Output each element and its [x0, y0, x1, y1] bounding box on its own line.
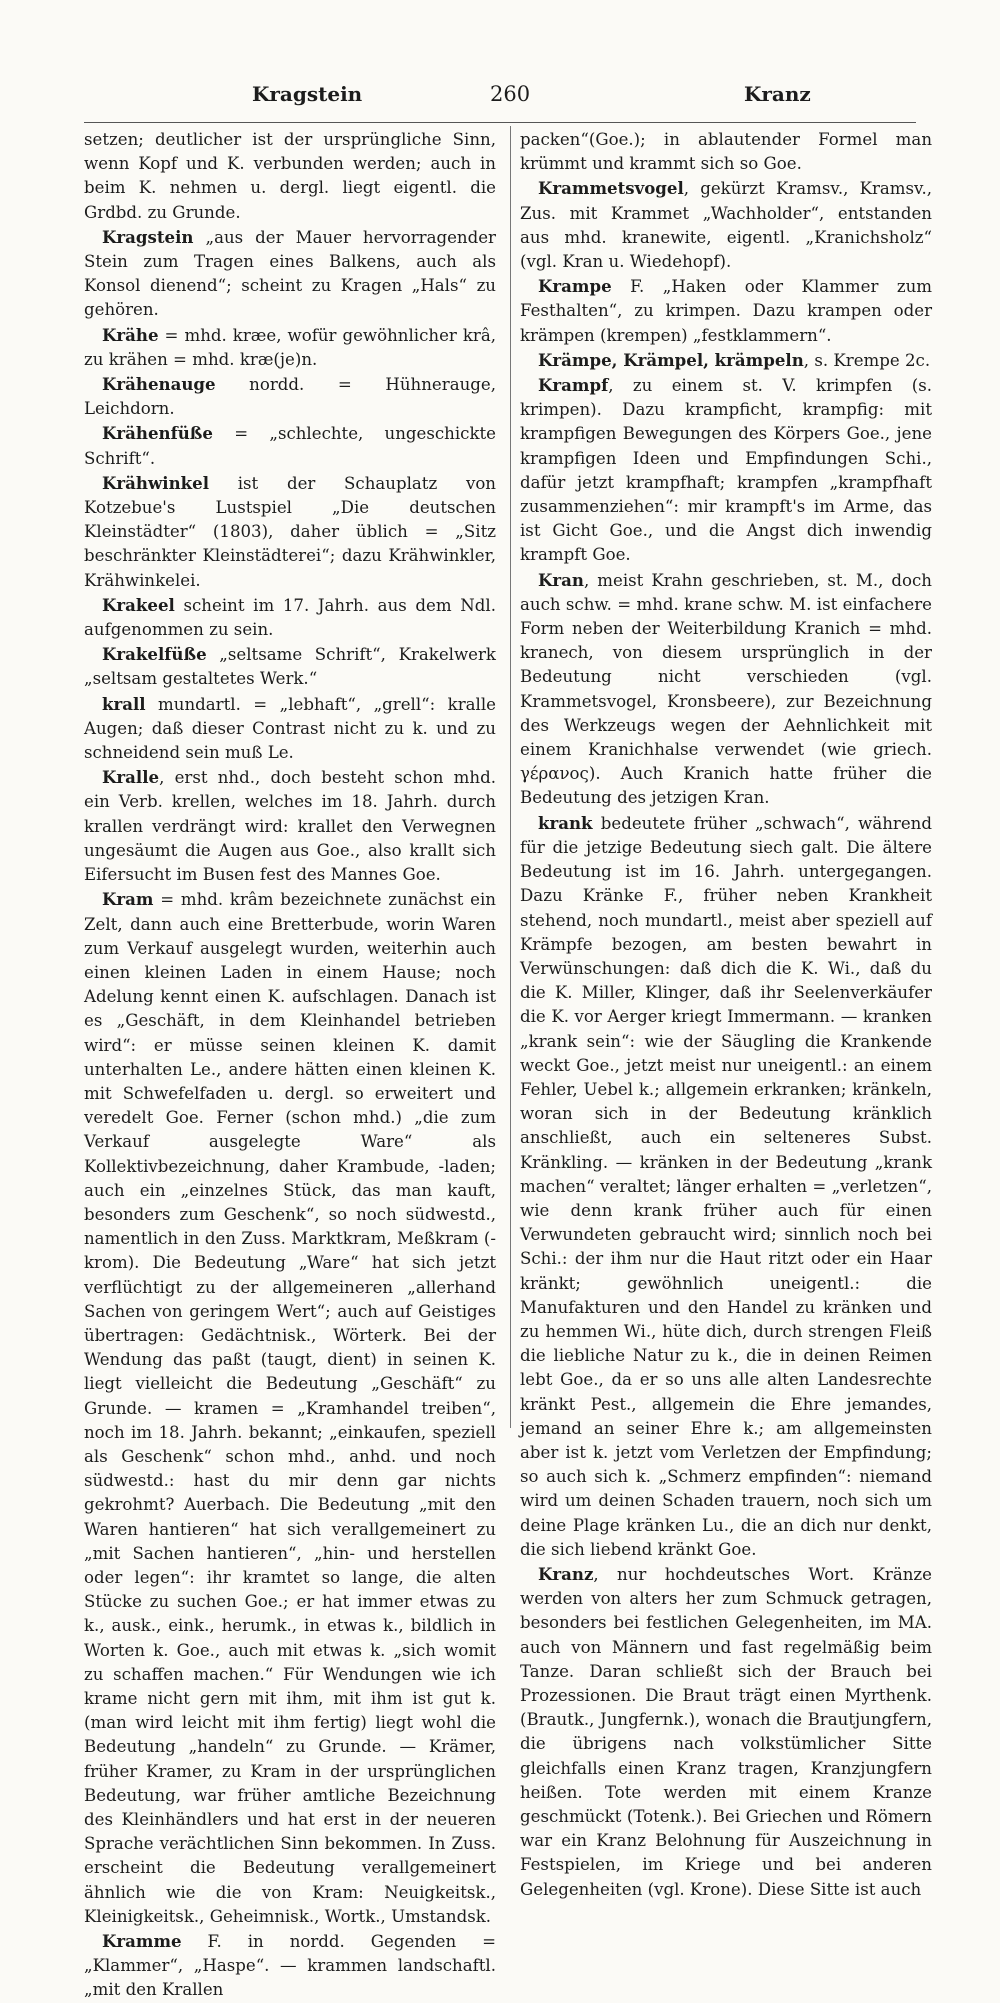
dictionary-entry [84, 765, 496, 887]
dictionary-entry [84, 128, 496, 225]
entry-headword: Krähe [102, 324, 159, 345]
dictionary-entry [84, 1929, 496, 2003]
entry-headword: Kran [538, 569, 584, 590]
header-rule [84, 122, 916, 123]
dictionary-entry [84, 372, 496, 421]
dictionary-entry [84, 593, 496, 642]
dictionary-entry [520, 348, 932, 373]
dictionary-entry [84, 225, 496, 323]
right-column [520, 128, 932, 1902]
header-left-headword: Kragstein [252, 82, 363, 106]
page-number: 260 [490, 82, 531, 106]
dictionary-entry [520, 568, 932, 811]
entry-text: , s. Krempe 2c. [803, 350, 931, 370]
entry-headword: Krähenauge [102, 374, 216, 395]
entry-text: , zu einem st. V. krimpfen (s. krimpen). Dazu krampficht, krampfig: mit krampfigen Bewegungen des Körpers Goe., jene krampfigen Ideen und Empfindungen Schi., dafür jetzt krampfhaft; krampfen „krampfhaft zusammenziehen“: mir krampft's im Arme, das ist Gicht Goe., und die Angst dich inwendig krampft Goe. [520, 376, 932, 565]
entry-headword: Kragstein [102, 226, 194, 247]
running-header [84, 82, 916, 116]
entry-headword: Kramme [102, 1931, 182, 1952]
entry-text: „aus der Mauer hervorragender Stein zum Tragen eines Balkens, auch als Konsol dienend“; scheint zu Kragen „Hals“ zu gehören. [84, 227, 496, 320]
entry-headword: krall [102, 693, 146, 714]
entry-headword: Kranz [538, 1563, 594, 1584]
header-right-headword: Kranz [744, 82, 811, 106]
dictionary-entry [84, 887, 496, 1929]
entry-headword: Krakelfüße [102, 644, 207, 665]
entry-headword: Kram [102, 889, 154, 910]
left-column [84, 128, 496, 2003]
dictionary-entry [84, 642, 496, 691]
entry-headword: Krähenfüße [102, 423, 213, 444]
entry-text: , erst nhd., doch besteht schon mhd. ein Verb. krellen, welches im 18. Jahrh. durch krallen verdrängt wird: krallet den Verwegnen ungesäumt die Augen aus Goe., also krallt sich Eifersucht im Busen fest des Mannes Goe. [84, 768, 496, 885]
entry-headword: Krämpe, Krämpel, krämpeln [538, 349, 804, 370]
entry-text: bedeutete früher „schwach“, während für die jetzige Bedeutung siech galt. Die ältere Bedeutung ist im 16. Jahrh. untergegangen. Dazu Kränke F., früher neben Krankheit stehend, noch mundartl., meist aber speziell auf Krämpfe bezogen, am besten bewahrt in Verwünschungen: daß dich die K. Wi., daß du die K. Miller, Klinger, daß ihr Seelenverkäufer die K. vor Aerger kriegt Immermann. — kranken „krank sein“: wie der Säugling die Krankende weckt Goe., jetzt meist nur uneigentl.: an einem Fehler, Uebel k.; allgemein erkranken; kränkeln, woran sich in der Bedeutung kränklich anschließt, auch ein selteneres Subst. Kränkling. — kränken in der Bedeutung „krank machen“ veraltet; länger erhalten = „verletzen“, wie denn krank früher auch für einen Verwundeten gebraucht wird; sinnlich noch bei Schi.: der ihm nur die Haut ritzt oder ein Haar kränkt; gewöhnlich uneigentl.: die Manufakturen und den Handel zu kränken und zu hemmen Wi., hüte dich, durch strengen Fleiß die liebliche Natur zu k., die in deinen Reimen lebt Goe., da er so uns alle alten Landesrechte kränkt Pest., allgemein die Ehre jemandes, jemand an seiner Ehre k.; am allgemeinsten aber ist k. jetzt vom Verletzen der Empfindung; so auch sich k. „Schmerz empfinden“: niemand wird um deinen Schaden trauern, noch sich um deine Plage kränken Lu., die an dich nur denkt, die sich liebend kränkt Goe. [520, 813, 932, 1559]
entry-text: = mhd. krâm bezeichnete zunächst ein Zelt, dann auch eine Bretterbude, worin Waren zum Verkauf ausgelegt wurden, weiterhin auch einen kleinen Laden in einem Hause; noch Adelung kennt einen K. aufschlagen. Danach ist es „Geschäft, in dem Kleinhandel betrieben wird“: er müsse seinen kleinen K. damit unterhalten Le., andere hätten einen kleinen K. mit Schwefelfaden u. dergl. so erweitert und veredelt Goe. Ferner (schon mhd.) „die zum Verkauf ausgelegte Ware“ als Kollektivbezeichnung, daher Krambude, -laden; auch ein „einzelnes Stück, das man kauft, besonders zum Geschenk“, so noch südwestd., namentlich in den Zuss. Marktkram, Meßkram (-krom). Die Bedeutung „Ware“ hat sich jetzt verflüchtigt zu der allgemeineren „allerhand Sachen von geringem Wert“; auch auf Geistiges übertragen: Gedächtnisk., Wörterk. Bei der Wendung das paßt (taugt, dient) in seinen K. liegt vielleicht die Bedeutung „Geschäft“ zu Grunde. — kramen = „Kramhandel treiben“, noch im 18. Jahrh. bekannt; „einkaufen, speziell als Geschenk“ schon mhd., anhd. und noch südwestd.: hast du mir denn gar nichts gekrohmt? Auerbach. Die Bedeutung „mit den Waren hantieren“ hat sich verallgemeinert zu „mit Sachen hantieren“, „hin- und herstellen oder legen“: ihr kramtet so lange, die alten Stücke zu suchen Goe.; er hat immer etwas zu k., ausk., eink., herumk., in etwas k., bildlich in Worten k. Goe., auch mit etwas k. „sich womit zu schaffen machen.“ Für Wendungen wie ich krame nicht gern mit ihm, mit ihm ist gut k. (man wird leicht mit ihm fertig) liegt wohl die Bedeutung „handeln“ zu Grunde. — Krämer, früher Kramer, zu Kram in der ursprünglichen Bedeutung, war früher amtliche Bezeichnung des Kleinhändlers und hat erst in der neueren Sprache verächtlichen Sinn bekommen. In Zuss. erscheint die Bedeutung verallgemeinert ähnlich wie die von Kram: Neuigkeitsk., Kleinigkeitsk., Geheimnisk., Wortk., Umstandsk. [84, 890, 496, 1926]
entry-text: = mhd. kræe, wofür gewöhnlicher krâ, zu krähen = mhd. kræ(je)n. [84, 325, 496, 369]
entry-text: „seltsame Schrift“, Krakelwerk „seltsam gestaltetes Werk.“ [84, 645, 496, 689]
entry-headword: Krampe [538, 276, 612, 297]
dictionary-entry [520, 274, 932, 348]
entry-headword: krank [538, 812, 593, 833]
entry-text: F. „Haken oder Klammer zum Festhalten“, zu krimpen. Dazu krampen oder krämpen (krempen) „festklammern“. [520, 277, 932, 345]
entry-text: setzen; deutlicher ist der ursprüngliche Sinn, wenn Kopf und K. verbunden werden; auch in beim K. nehmen u. dergl. liegt eigentl. die Grdbd. zu Grunde. [84, 130, 496, 222]
dictionary-entry [84, 471, 496, 593]
entry-text: F. in nordd. Gegenden = „Klammer“, „Haspe“. — krammen landschaftl. „mit den Krallen [84, 1932, 496, 2000]
entry-text: ist der Schauplatz von Kotzebue's Lustspiel „Die deutschen Kleinstädter“ (1803), daher üblich = „Sitz beschränkter Kleinstädterei“; dazu Krähwinkler, Krähwinkelei. [84, 473, 496, 590]
dictionary-entry [520, 128, 932, 176]
entry-text: , nur hochdeutsches Wort. Kränze werden von alters her zum Schmuck getragen, besonders bei festlichen Gelegenheiten, im MA. auch von Männern und fast regelmäßig beim Tanze. Daran schließt sich der Brauch bei Prozessionen. Die Braut trägt einen Myrthenk. (Brautk., Jungfernk.), wonach die Brautjungfern, die übrigens nach volkstümlicher Sitte gleichfalls einen Kranz tragen, Kranzjungfern heißen. Tote werden mit einem Kranze geschmückt (Totenk.). Bei Griechen und Römern war ein Kranz Belohnung für Auszeichnung in Festspielen, im Kriege und bei anderen Gelegenheiten (vgl. Krone). Diese Sitte ist auch [520, 1564, 932, 1899]
entry-text: nordd. = Hühnerauge, Leichdorn. [84, 375, 496, 419]
dictionary-entry [520, 1562, 932, 1902]
entry-text: = „schlechte, ungeschickte Schrift“. [84, 424, 496, 468]
dictionary-entry [520, 811, 932, 1562]
entry-headword: Krampf [538, 375, 609, 396]
entry-headword: Krammetsvogel [538, 178, 684, 199]
entry-text: packen“(Goe.); in ablautender Formel man krümmt und krammt sich so Goe. [520, 130, 932, 174]
column-divider [510, 126, 511, 1428]
entry-headword: Krakeel [102, 594, 175, 615]
dictionary-entry [84, 421, 496, 470]
entry-headword: Krähwinkel [102, 472, 209, 493]
entry-text: mundartl. = „lebhaft“, „grell“: kralle Augen; daß dieser Contrast nicht zu k. und zu schneidend sein muß Le. [84, 694, 496, 763]
dictionary-entry [84, 692, 496, 766]
dictionary-entry [520, 176, 932, 274]
dictionary-entry [520, 373, 932, 568]
dictionary-entry [84, 323, 496, 372]
entry-headword: Kralle [102, 767, 160, 788]
entry-text: , meist Krahn geschrieben, st. M., doch auch schw. = mhd. krane schw. M. ist einfachere Form neben der Weiterbildung Kranich = mhd. kranech, von diesem ursprünglich in der Bedeutung nicht verschieden (vgl. Krammetsvogel, Kronsbeere), zur Bezeichnung des Werkzeugs wegen der Aehnlichkeit mit einem Kranichhalse verwendet (wie griech. γέρανος). Auch Kranich hatte früher die Bedeutung des jetzigen Kran. [520, 570, 932, 808]
entry-text: scheint im 17. Jahrh. aus dem Ndl. aufgenommen zu sein. [84, 595, 496, 640]
entry-text: , gekürzt Kramsv., Kramsv., Zus. mit Krammet „Wachholder“, entstanden aus mhd. kranewite, eigentl. „Kranichsholz“ (vgl. Kran u. Wiedehopf). [520, 179, 932, 272]
